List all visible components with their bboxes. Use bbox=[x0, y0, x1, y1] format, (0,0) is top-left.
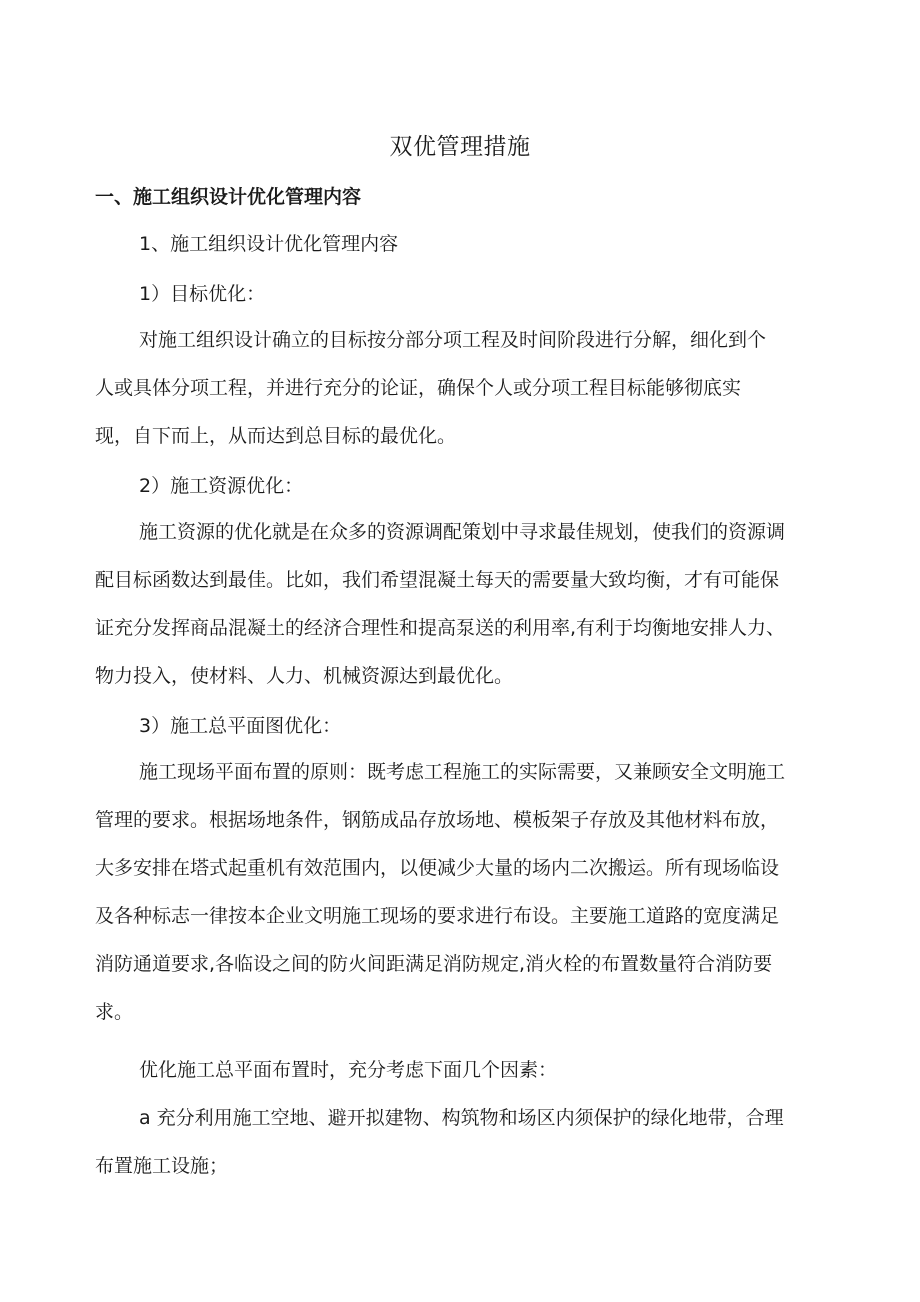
item-2-heading: 2）施工资源优化： bbox=[139, 475, 304, 497]
subheading: 1、施工组织设计优化管理内容 bbox=[139, 233, 399, 255]
paragraph-line: 对施工组织设计确立的目标按分部分项工程及时间阶段进行分解，细化到个 bbox=[139, 329, 767, 351]
paragraph-line: 大多安排在塔式起重机有效范围内，以便减少大量的场内二次搬运。所有现场临设 bbox=[95, 857, 780, 879]
paragraph-line: 施工资源的优化就是在众多的资源调配策划中寻求最佳规划，使我们的资源调 bbox=[139, 521, 786, 543]
factors-intro: 优化施工总平面布置时，充分考虑下面几个因素： bbox=[139, 1059, 558, 1081]
item-3-heading: 3）施工总平面图优化： bbox=[139, 715, 342, 737]
paragraph-line: a 充分利用施工空地、避开拟建物、构筑物和场区内须保护的绿化地带，合理 bbox=[139, 1107, 784, 1129]
paragraph-line: 现，自下而上，从而达到总目标的最优化。 bbox=[95, 425, 457, 447]
paragraph-line: 人或具体分项工程，并进行充分的论证，确保个人或分项工程目标能够彻底实 bbox=[95, 377, 742, 399]
paragraph-line: 布置施工设施； bbox=[95, 1155, 229, 1177]
paragraph-line: 施工现场平面布置的原则：既考虑工程施工的实际需要，又兼顾安全文明施工 bbox=[139, 761, 786, 783]
paragraph-line: 配目标函数达到最佳。比如，我们希望混凝土每天的需要量大致均衡，才有可能保 bbox=[95, 569, 780, 591]
item-1-heading: 1）目标优化： bbox=[139, 283, 266, 305]
paragraph-line: 及各种标志一律按本企业文明施工现场的要求进行布设。主要施工道路的宽度满足 bbox=[95, 905, 780, 927]
paragraph-line: 物力投入，使材料、人力、机械资源达到最优化。 bbox=[95, 665, 514, 687]
paragraph-line: 管理的要求。根据场地条件，钢筋成品存放场地、模板架子存放及其他材料布放， bbox=[95, 809, 780, 831]
paragraph-line: 消防通道要求,各临设之间的防火间距满足消防规定,消火栓的布置数量符合消防要 bbox=[95, 953, 773, 975]
paragraph-line: 求。 bbox=[95, 1001, 134, 1023]
section-heading: 一、施工组织设计优化管理内容 bbox=[95, 186, 362, 208]
paragraph-line: 证充分发挥商品混凝土的经济合理性和提高泵送的利用率,有利于均衡地安排人力、 bbox=[95, 617, 786, 639]
page-title: 双优管理措施 bbox=[389, 134, 531, 160]
